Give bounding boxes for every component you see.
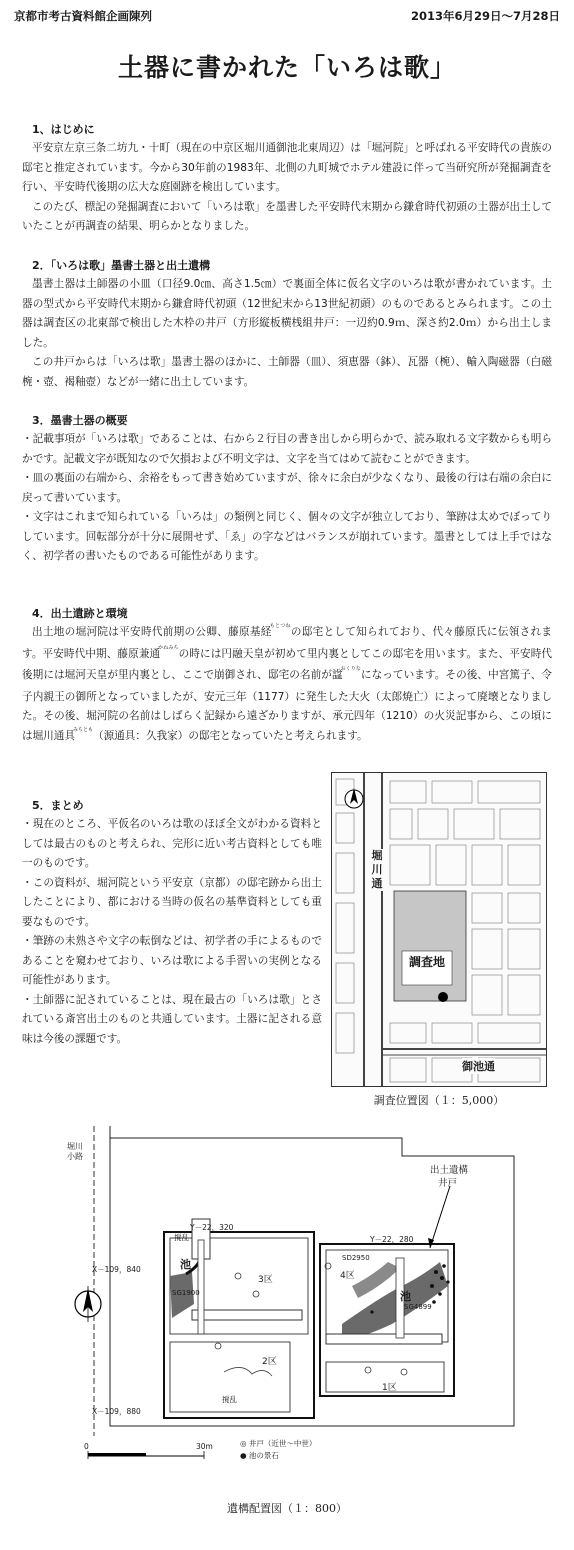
location-map-caption: 調査位置図（１：5,000）: [373, 1094, 505, 1107]
section-summary: [22, 796, 322, 1049]
scale-start: 0: [84, 1442, 89, 1451]
ruby-michitomo: みちとも: [72, 726, 93, 733]
bullet-item: ・記載事項が「いろは歌」であることは、右から２行目の書き出しから明らかで、読み取れる文字数からも明らかです。記載文字が既知なので欠損および不明文字は、文字を当てはめて読むことができます。: [22, 433, 552, 465]
text-run: の邸宅として知られており、代々藤原氏に伝領されます。平安時代中期、藤原: [22, 626, 552, 660]
bullet-item: ・皿の裏面の右端から、余裕をもって書き始めていますが、徐々に余白が少なくなり、最後の行は右端の余白に戻って書いています。: [22, 472, 552, 504]
section-pottery-and-feature: [22, 256, 552, 392]
name-okurina: 諡: [331, 669, 343, 681]
name-michitomo: 通具: [53, 729, 75, 742]
text-run: （源通具：久我家）の邸宅となっていたと考えられます。: [92, 729, 368, 742]
section-introduction: [22, 120, 552, 237]
name-kanemichi: 兼通: [138, 647, 161, 660]
paragraph: 平安京左京三条二坊九・十町（現在の中京区堀川通御池北東周辺）は「堀河院」と呼ばれる平安時代の貴族の邸宅と推定されています。今から30年前の1983年、北側の九町城でホテル建設に伴って当研究所が発掘調査を行い、平安時代後期の広大な庭園跡を検出しています。: [22, 142, 552, 193]
zone-3-label: 3区: [258, 1275, 273, 1285]
feature-sg4899: SG4899: [404, 1303, 432, 1311]
paragraph: この井戸からは「いろは歌」墨書土器のほかに、土師器（皿）、須恵器（鉢）、瓦器（椀）、輸入陶磁器（白磁椀・壺、褐釉壺）などが一緒に出土しています。: [22, 356, 552, 388]
pond-label-left: 池: [180, 1258, 191, 1271]
coord-x-109880: X－109，880: [92, 1407, 141, 1416]
legend-well: ◎ 井戸（近世～中世）: [240, 1439, 317, 1448]
disturbed-label-top: 撹乱: [174, 1233, 189, 1242]
exhibition-name: 京都市考古資料館企画陳列: [14, 9, 152, 23]
section-heading: 3．墨書土器の概要: [32, 414, 128, 427]
feature-sd2950: SD2950: [342, 1254, 370, 1262]
site-label: 調査地: [408, 955, 445, 969]
text-run: の時には円融天皇が初めて里内裏としてこの邸宅を用います。また、平安時代後期には堀河天皇が里内裏とし、ここで崩御され、邸宅の名前が: [22, 647, 552, 681]
exhibition-dates: 2013年6月29日〜7月28日: [410, 9, 560, 23]
paragraph: [22, 623, 552, 748]
coord-y-22320: Y－22，320: [190, 1223, 234, 1232]
site-plan-caption: 遺構配置図（１：800）: [227, 1502, 347, 1515]
location-map-drawing: [332, 773, 546, 1086]
ruby-kanemichi: かねみち: [158, 644, 179, 651]
legend-stone: ● 池の景石: [240, 1451, 279, 1460]
ruby-motozune: もとつね: [269, 623, 291, 629]
text-run: 出土地の堀河院は平安時代前期の公卿、藤原: [32, 626, 250, 638]
well-label: 出土遺構: [430, 1165, 469, 1176]
section-heading: 1、はじめに: [32, 123, 95, 136]
feature-sg1900: SG1900: [172, 1289, 200, 1297]
paragraph: このたび、標記の発掘調査において「いろは歌」を墨書した平安時代末期から鎌倉時代初頭の土器が出土していたことが再調査の結果、明らかとなりました。: [22, 200, 552, 232]
site-plan: [52, 1126, 530, 1480]
page-header: [14, 8, 560, 26]
street-label-horikawa-koji: 堀川小路: [67, 1142, 83, 1161]
ruby-okurina: おくりな: [340, 666, 361, 672]
zone-1-label: 1区: [382, 1383, 397, 1393]
section-site-environment: [22, 604, 552, 748]
street-label-horikawa: 堀川通: [371, 849, 383, 890]
bullet-item: ・筆跡の未熟さや文字の転倒などは、初学者の手によるものであることを窺わせており、いろは歌による手習いの実例となる可能性があります。: [22, 935, 322, 986]
well-label-sub: 井戸: [438, 1178, 458, 1189]
scale-end: 30m: [196, 1442, 213, 1451]
section-heading: 4．出土遺跡と環境: [32, 607, 128, 620]
bullet-item: ・文字はこれまで知られている「いろは」の類例と同じく、個々の文字が独立しており、筆跡は太めでぼってりしています。回転部分が十分に展開せず、「ゑ」の字などはバランスが崩れています。墨書としては上手ではなく、初学者の書いたものである可能性があります。: [22, 511, 552, 562]
bullet-item: ・土師器に記されていることは、現在最古の「いろは歌」とされている斎宮出土のものと共通しています。土器に記される意味は今後の課題です。: [22, 993, 322, 1045]
disturbed-label-bottom: 撹乱: [222, 1395, 237, 1404]
text-run: になっています。その後、中宮篤子、令子内親王の御所となっていましたが、安元三年（1177）に発生した大火（太郎焼亡）によって廃壊となりました。その後、堀河院の名前はしばらく記録から遠ざかりますが、承元四年（1210）の火災記事から、この頃には堀川: [22, 669, 552, 742]
paragraph: 墨書土器は土師器の小皿（口径9.0㎝、高さ1.5㎝）で裏面全体に仮名文字のいろは歌が書かれています。土器の型式から平安時代末期から鎌倉時代初頭（12世紀末から13世紀初頭）のものであるとみられます。この土器は調査区の北東部で検出した木枠の井戸（方形縦板横桟組井戸：一辺約0.9ｍ、深さ約2.0ｍ）から出土しました。: [22, 278, 552, 349]
section-overview: [22, 411, 552, 567]
location-map: [331, 772, 547, 1087]
pond-label-right: 池: [400, 1290, 411, 1303]
name-motozune: 基経: [249, 626, 272, 638]
section-heading: 5．まとめ: [32, 799, 84, 812]
zone-4-label: 4区: [340, 1271, 355, 1281]
coord-x-109840: X－109，840: [92, 1265, 141, 1274]
section-heading: 2．「いろは歌」墨書土器と出土遺構: [32, 259, 211, 272]
bullet-item: ・この資料が、堀河院という平安京（京都）の邸宅跡から出土したことにより、都における当時の仮名の基準資料としても重要なものです。: [22, 876, 322, 928]
zone-2-label: 2区: [262, 1357, 277, 1367]
coord-y-22280: Y－22，280: [370, 1235, 414, 1244]
bullet-item: ・現在のところ、平仮名のいろは歌のほぼ全文がわかる資料としては最古のものと考えられ、完形に近い考古資料としても唯一のものです。: [22, 818, 322, 869]
street-label-oike: 御池通: [462, 1060, 495, 1073]
site-plan-drawing: [52, 1126, 530, 1480]
page-title: 土器に書かれた「いろは歌」: [117, 53, 456, 82]
